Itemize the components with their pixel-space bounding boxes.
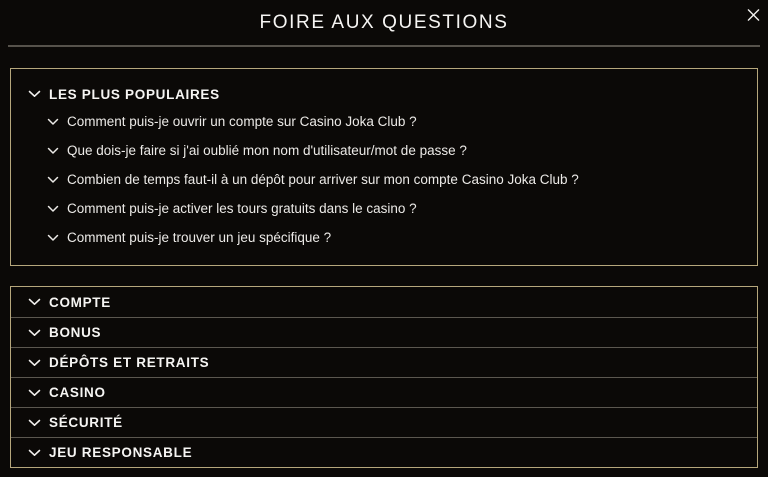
dialog-title: FOIRE AUX QUESTIONS [259,11,509,33]
accordion-section-label: JEU RESPONSABLE [49,445,193,460]
chevron-down-icon [28,296,41,309]
accordion-section-label: COMPTE [49,294,111,310]
accordion-section-bonus[interactable] [11,317,757,347]
faq-question-label: Combien de temps faut-il à un dépôt pour arriver sur mon compte Casino Joka Club ? [67,172,579,187]
popular-questions-box [10,68,758,266]
section-title: LES PLUS POPULAIRES [49,86,220,102]
accordion-section-label: BONUS [49,325,102,340]
faq-question-find-game[interactable] [11,223,757,252]
accordion-section-jeu-responsable[interactable] [11,437,757,467]
accordion-section-label: SÉCURITÉ [49,415,123,430]
chevron-down-icon [28,446,41,459]
faq-question-free-spins[interactable] [11,194,757,223]
accordion-section-compte[interactable] [11,287,757,317]
chevron-down-icon [28,386,41,399]
faq-question-forgot-credentials[interactable] [11,136,757,165]
accordion-section-depots-et-retraits[interactable] [11,347,757,377]
chevron-down-icon [28,88,41,101]
chevron-down-icon [46,144,59,157]
accordion-section-label: DÉPÔTS ET RETRAITS [49,355,210,370]
chevron-down-icon [46,173,59,186]
chevron-down-icon [28,416,41,429]
chevron-down-icon [28,356,41,369]
close-button[interactable] [743,5,763,25]
header-divider [8,45,760,47]
chevron-down-icon [28,326,41,339]
chevron-down-icon [46,231,59,244]
accordion-section-casino[interactable] [11,377,757,407]
faq-question-label: Que dois-je faire si j'ai oublié mon nom d'utilisateur/mot de passe ? [67,143,467,158]
close-icon [747,9,760,22]
faq-question-deposit-time[interactable] [11,165,757,194]
chevron-down-icon [46,115,59,128]
faq-question-label: Comment puis-je activer les tours gratuits dans le casino ? [67,201,417,216]
accordion-section-label: CASINO [49,385,106,400]
accordion-section-les-plus-populaires[interactable] [11,81,757,107]
faq-question-open-account[interactable] [11,107,757,136]
accordion-section-securite[interactable] [11,407,757,437]
faq-categories-box [10,286,758,468]
dialog-header [0,0,768,45]
chevron-down-icon [46,202,59,215]
faq-question-label: Comment puis-je trouver un jeu spécifique ? [67,230,332,245]
faq-question-label: Comment puis-je ouvrir un compte sur Casino Joka Club ? [67,114,417,129]
